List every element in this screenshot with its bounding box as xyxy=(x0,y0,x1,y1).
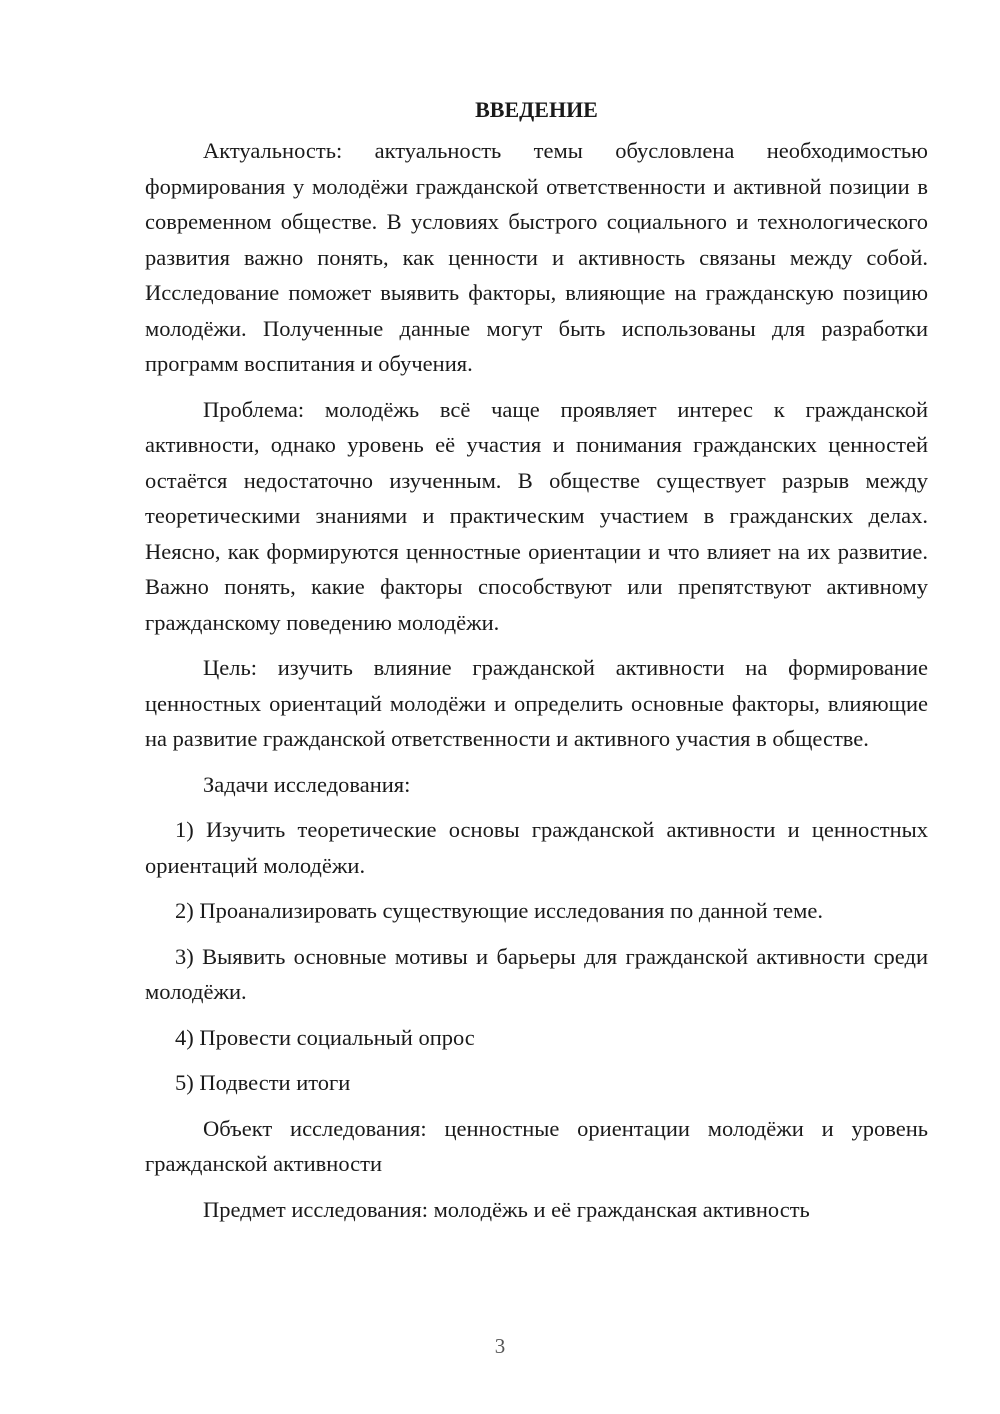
object-paragraph: Объект исследования: ценностные ориентации молодёжи и уровень гражданской активности xyxy=(145,1115,928,1176)
task-item-4: 4) Провести социальный опрос xyxy=(175,1024,475,1050)
task-item-3: 3) Выявить основные мотивы и барьеры для гражданской активности среди молодёжи. xyxy=(145,943,928,1004)
problem-paragraph: Проблема: молодёжь всё чаще проявляет интерес к гражданской активности, однако уровень её участия и понимания гражданских ценностей остаётся недостаточно изученным. В обществе существует разрыв между теоретическими знаниями и практическим участием в гражданских делах. Неясно, как формируются ценностные ориентации и что влияет на их развитие. Важно понять, какие факторы способствуют или препятствуют активному гражданскому поведению молодёжи. xyxy=(145,396,928,635)
subject-paragraph: Предмет исследования: молодёжь и её гражданская активность xyxy=(203,1196,810,1222)
task-item-1: 1) Изучить теоретические основы гражданской активности и ценностных ориентаций молодёжи. xyxy=(145,817,928,878)
task-item-5: 5) Подвести итоги xyxy=(175,1070,351,1095)
goal-paragraph: Цель: изучить влияние гражданской активности на формирование ценностных ориентаций молодёжи и определить основные факторы, влияющие на развитие гражданской ответственности и активного участия в обществе. xyxy=(145,655,928,751)
page-title: ВВЕДЕНИЕ xyxy=(475,97,598,122)
document-page xyxy=(145,95,928,1237)
page-number: 3 xyxy=(494,1334,506,1358)
relevance-paragraph: Актуальность: актуальность темы обусловлена необходимостью формирования у молодёжи гражданской ответственности и активной позиции в современном обществе. В условиях быстрого социального и технологического развития важно понять, как ценности и активность связаны между собой. Исследование поможет выявить факторы, влияющие на гражданскую позицию молодёжи. Полученные данные могут быть использованы для разработки программ воспитания и обучения. xyxy=(145,138,928,376)
tasks-heading: Задачи исследования: xyxy=(203,771,411,797)
task-item-2: 2) Проанализировать существующие исследования по данной теме. xyxy=(175,898,824,923)
